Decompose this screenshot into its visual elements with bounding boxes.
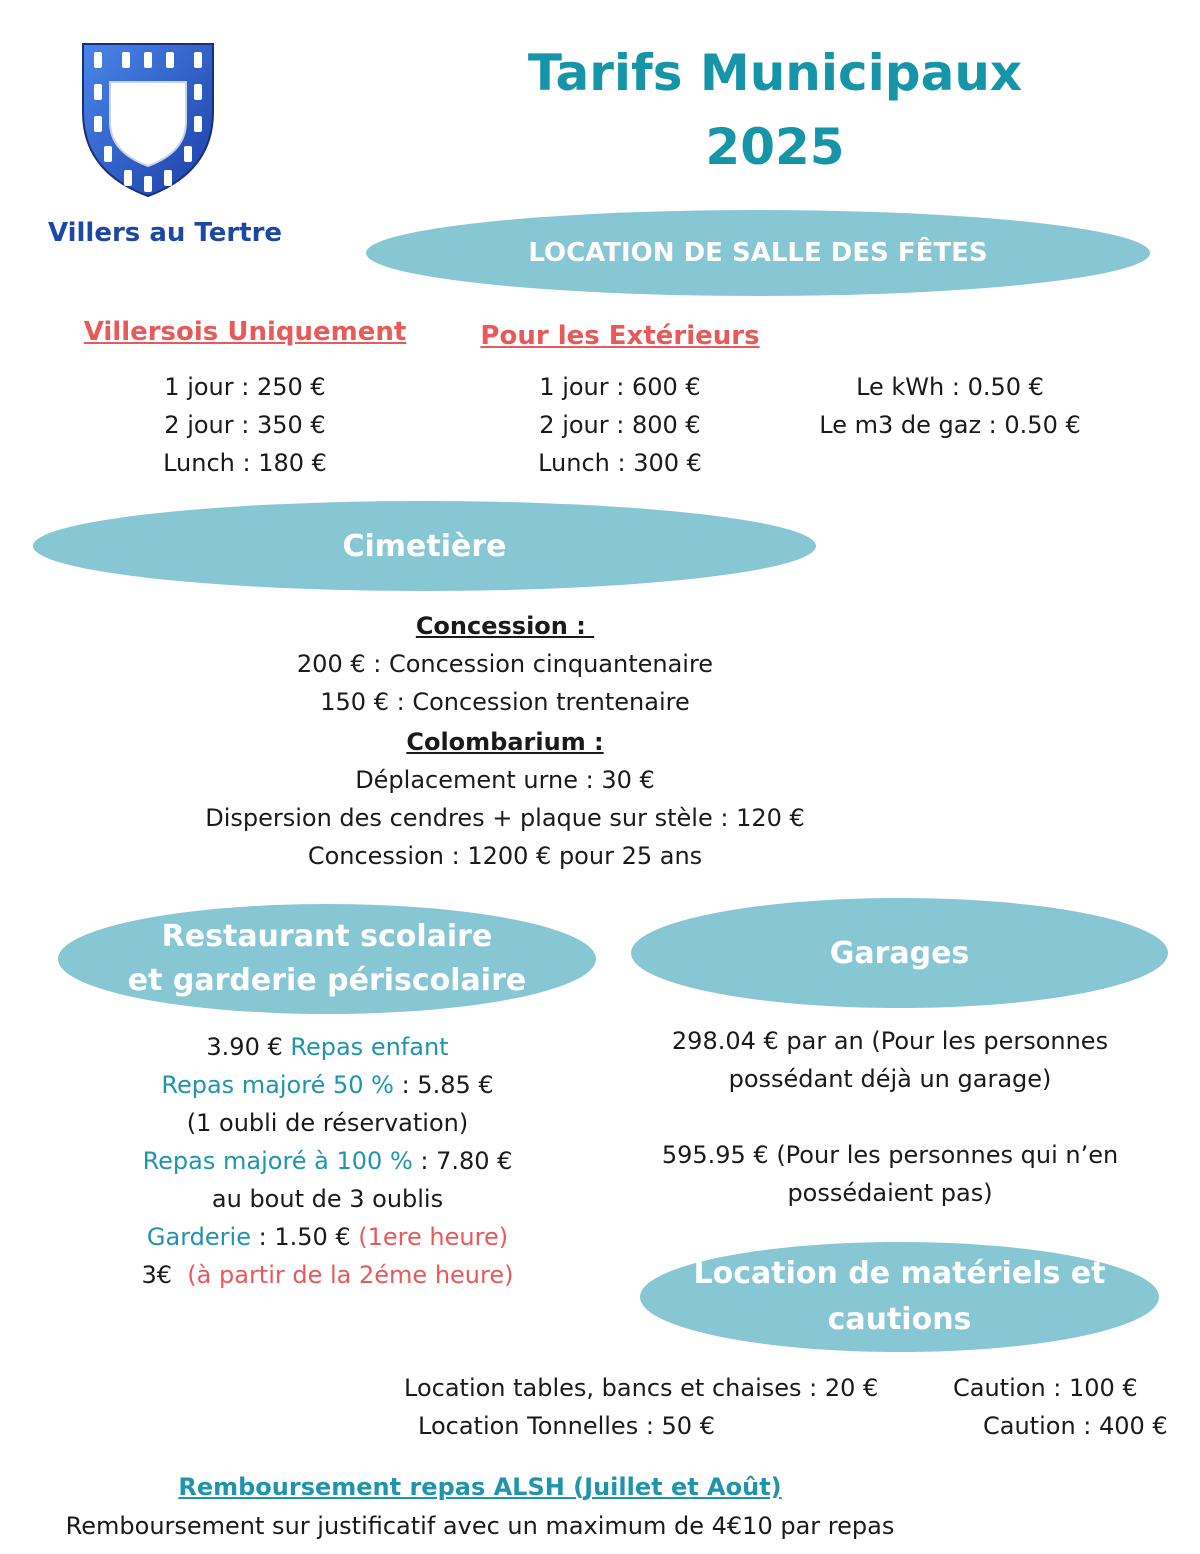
exterieurs-line: 1 jour : 600 € xyxy=(539,373,701,401)
restaurant-section xyxy=(70,1028,585,1294)
villersois-section xyxy=(60,314,430,482)
title-line-1: Tarifs Municipaux xyxy=(527,44,1023,102)
materiel-banner-line-2: cautions xyxy=(827,1302,972,1337)
garderie-price: : 1.50 € xyxy=(250,1223,359,1251)
repas-enfant-row xyxy=(70,1028,585,1066)
garage-line: 595.95 € (Pour les personnes qui n’en xyxy=(661,1141,1119,1169)
garderie-row xyxy=(70,1218,585,1256)
materiel-banner-line-1: Location de matériels et xyxy=(693,1256,1106,1291)
exterieurs-heading: Pour les Extérieurs xyxy=(480,321,760,351)
exterieurs-section xyxy=(450,318,790,482)
energie-line: Le m3 de gaz : 0.50 € xyxy=(819,411,1081,439)
salle-banner-label: LOCATION DE SALLE DES FÊTES xyxy=(528,238,988,268)
majore100-row xyxy=(70,1142,585,1180)
cimetiere-section xyxy=(100,607,910,875)
energie-line: Le kWh : 0.50 € xyxy=(856,373,1044,401)
restaurant-banner-line-1: Restaurant scolaire xyxy=(161,919,493,954)
oubli3-row: au bout de 3 oublis xyxy=(211,1185,444,1213)
materiel-row-2-caution: Caution : 400 € xyxy=(983,1412,1168,1440)
concession-line: 200 € : Concession cinquantenaire xyxy=(296,650,714,678)
oubli1-row: (1 oubli de réservation) xyxy=(186,1109,469,1137)
materiel-row-1-label: Location tables, bancs et chaises : 20 € xyxy=(404,1374,879,1402)
title-line-2: 2025 xyxy=(705,118,845,176)
alsh-heading: Remboursement repas ALSH (Juillet et Août) xyxy=(178,1473,782,1501)
garages-banner xyxy=(631,898,1168,1008)
materiel-row-2-label: Location Tonnelles : 50 € xyxy=(418,1412,715,1440)
exterieurs-line: 2 jour : 800 € xyxy=(539,411,701,439)
colombarium-heading: Colombarium : xyxy=(406,728,604,756)
alsh-text: Remboursement sur justificatif avec un maximum de 4€10 par repas xyxy=(65,1512,895,1540)
majore50-price: : 5.85 € xyxy=(393,1071,494,1099)
colombarium-line: Déplacement urne : 30 € xyxy=(355,766,655,794)
concession-heading: Concession : xyxy=(415,612,595,640)
villersois-line: Lunch : 180 € xyxy=(163,449,327,477)
repas-price: 3.90 € xyxy=(206,1033,291,1061)
colombarium-line: Concession : 1200 € pour 25 ans xyxy=(307,842,703,870)
majore100-label: Repas majoré à 100 % xyxy=(142,1147,413,1175)
town-name: Villers au Tertre xyxy=(47,218,283,248)
materiel-banner xyxy=(640,1242,1159,1352)
cimetiere-banner xyxy=(33,501,816,591)
restaurant-banner xyxy=(58,904,596,1014)
salle-banner xyxy=(366,210,1150,296)
garage-line: 298.04 € par an (Pour les personnes xyxy=(671,1027,1109,1055)
energie-section xyxy=(790,368,1110,444)
restaurant-banner-line-2: et garderie périscolaire xyxy=(127,963,527,998)
garage-line: possédaient pas) xyxy=(787,1179,993,1207)
villersois-line: 2 jour : 350 € xyxy=(164,411,326,439)
garages-section xyxy=(620,1022,1160,1212)
repas-label: Repas enfant xyxy=(290,1033,449,1061)
cimetiere-banner-label: Cimetière xyxy=(342,528,507,564)
garderie-label: Garderie xyxy=(146,1223,251,1251)
garage-line: possédant déjà un garage) xyxy=(728,1065,1052,1093)
majore100-price: : 7.80 € xyxy=(412,1147,513,1175)
majore50-row xyxy=(70,1066,585,1104)
villersois-line: 1 jour : 250 € xyxy=(164,373,326,401)
garderie2-row xyxy=(70,1256,585,1294)
garderie-note: (1ere heure) xyxy=(358,1223,509,1251)
exterieurs-line: Lunch : 300 € xyxy=(538,449,702,477)
colombarium-line: Dispersion des cendres + plaque sur stèle : 120 € xyxy=(205,804,805,832)
garages-banner-label: Garages xyxy=(829,935,970,971)
majore50-label: Repas majoré 50 % xyxy=(161,1071,394,1099)
materiel-row-1-caution: Caution : 100 € xyxy=(953,1374,1138,1402)
coat-of-arms-icon xyxy=(80,42,216,198)
villersois-heading: Villersois Uniquement xyxy=(83,317,407,347)
garderie2-note: (à partir de la 2éme heure) xyxy=(187,1261,514,1289)
page-title xyxy=(430,36,1120,184)
concession-line: 150 € : Concession trentenaire xyxy=(320,688,690,716)
garderie2-price: 3€ xyxy=(141,1261,188,1289)
